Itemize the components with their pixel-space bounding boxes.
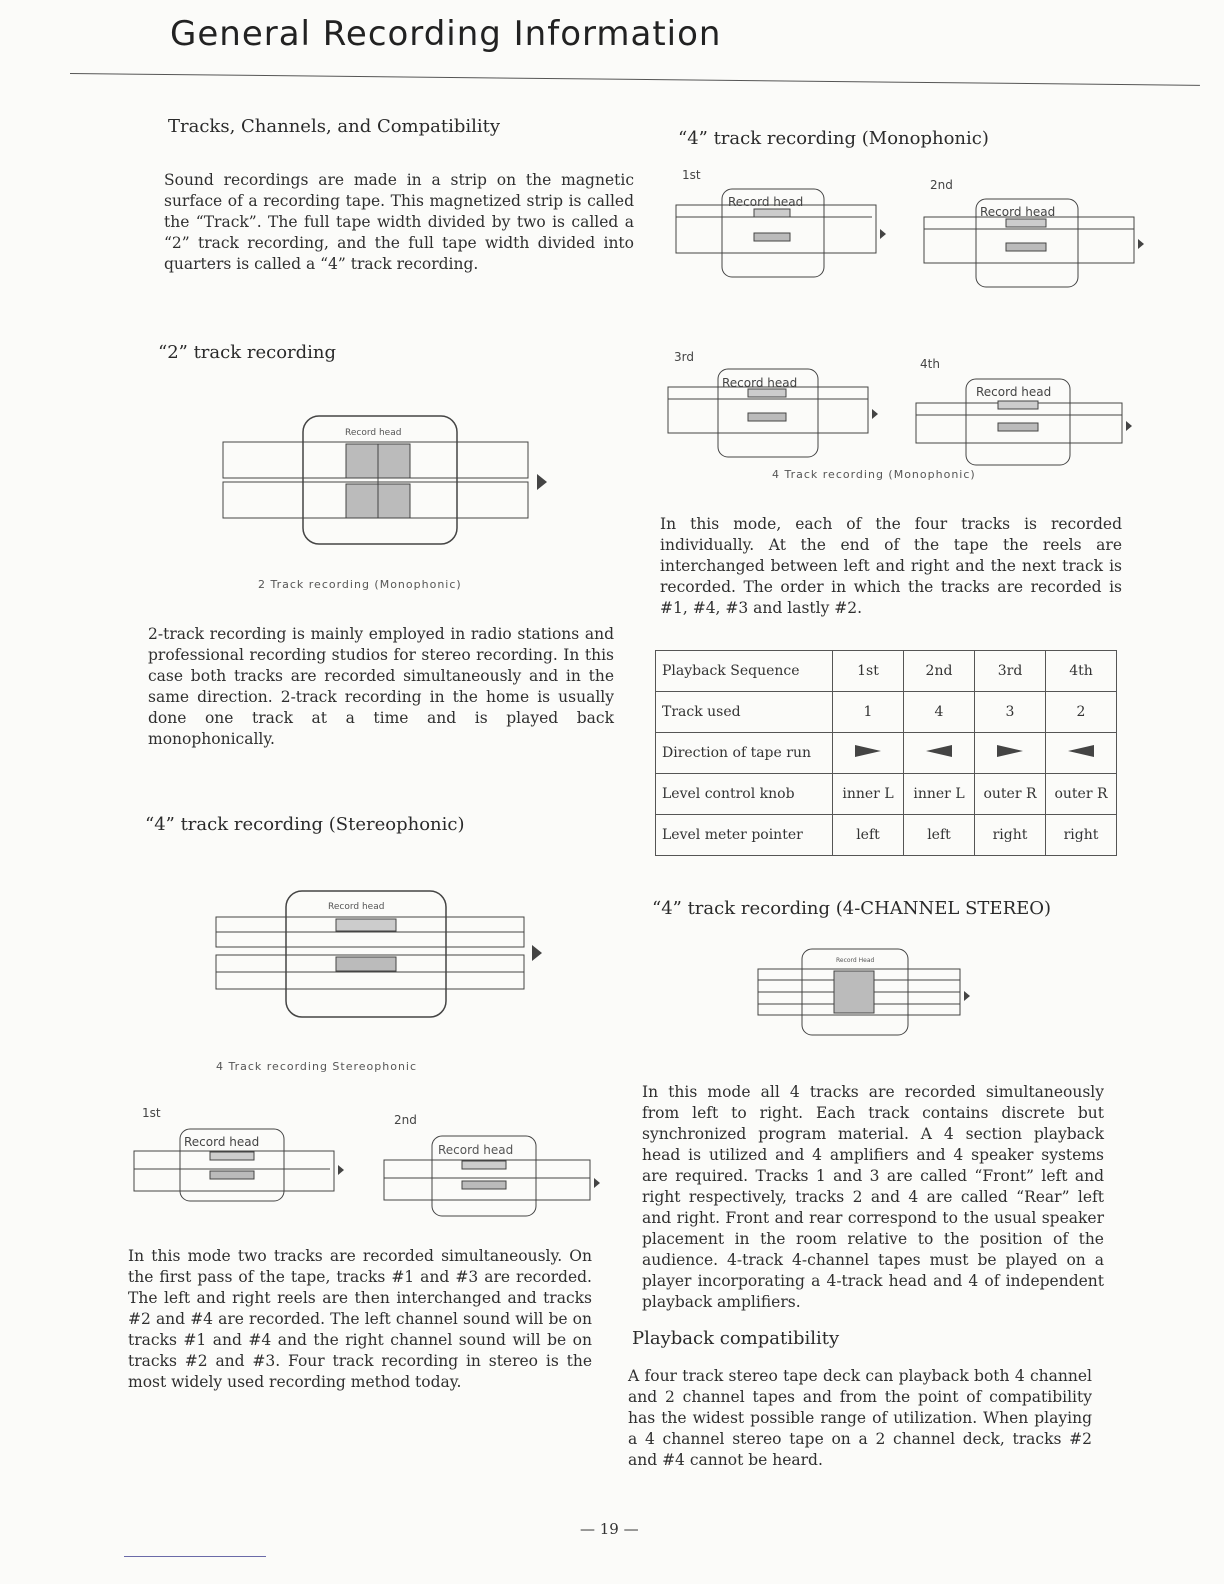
table-cell: right [1046, 815, 1117, 856]
table-cell: 1st [833, 651, 904, 692]
stereo-pass-1st: 1st [142, 1106, 161, 1120]
direction-left-arrow-icon [1046, 733, 1117, 774]
table-cell: inner L [833, 774, 904, 815]
table-cell: 2nd [904, 651, 975, 692]
mono-pass3-diagram [664, 365, 894, 460]
mono-pass2-head-label: Record head [980, 205, 1056, 219]
playback-sequence-table [655, 650, 1117, 856]
stereo-pass2-head-label: Record head [438, 1143, 514, 1157]
table-cell: outer R [975, 774, 1046, 815]
direction-left-arrow-icon [904, 733, 975, 774]
table-cell: 4 [904, 692, 975, 733]
table-row [656, 651, 1117, 692]
mono-pass1-diagram [672, 185, 902, 280]
table-row-label: Playback Sequence [656, 651, 833, 692]
section-heading-tracks: Tracks, Channels, and Compatibility [168, 116, 501, 137]
two-track-head-label: Record head [345, 428, 402, 438]
four-channel-diagram [752, 945, 982, 1040]
mono-pass2-diagram [920, 195, 1150, 290]
page-title: General Recording Information [170, 14, 722, 54]
table-row-label: Level meter pointer [656, 815, 833, 856]
section-heading-4track-stereo: “4” track recording (Stereophonic) [145, 814, 465, 835]
table-row [656, 733, 1117, 774]
direction-right-arrow-icon [975, 733, 1046, 774]
table-cell: outer R [1046, 774, 1117, 815]
four-track-stereo-paragraph: In this mode two tracks are recorded simultaneously. On the first pass of the tape, tracks #1 and #3 are recorded. The left and right reels are then interchanged and tracks #2 and #4 are recorded. The left channel sound will be on tracks #1 and #4 and the right channel sound will be on tracks #2 and #3. Four track recording in stereo is the most widely used recording method today. [128, 1247, 592, 1391]
four-track-stereo-head-label: Record head [328, 902, 385, 912]
mono-pass4-diagram [912, 375, 1142, 470]
section-heading-4channel: “4” track recording (4-CHANNEL STEREO) [652, 898, 1052, 919]
table-row [656, 774, 1117, 815]
four-track-stereo-caption: 4 Track recording Stereophonic [216, 1060, 418, 1073]
four-track-mono-paragraph: In this mode, each of the four tracks is recorded individually. At the end of the tape the reels are interchanged between left and right and the next track is recorded. The order in which the tracks are recorded is #1, #4, #3 and lastly #2. [660, 515, 1122, 617]
footer-line [124, 1556, 266, 1557]
intro-paragraph: Sound recordings are made in a strip on the magnetic surface of a recording tape. This magnetized strip is called the “Track”. The full tape width divided by two is called a “2” track recording, and the full tape width divided into quarters is called a “4” track recording. [164, 171, 634, 273]
playback-compatibility-paragraph: A four track stereo tape deck can playback both 4 channel and 2 channel tapes and from the point of compatibility has the widest possible range of utilization. When playing a 4 channel stereo tape on a 2 channel deck, tracks #2 and #4 cannot be heard. [628, 1367, 1092, 1469]
table-cell: 3rd [975, 651, 1046, 692]
section-heading-2track: “2” track recording [158, 342, 337, 363]
table-row [656, 692, 1117, 733]
table-cell: right [975, 815, 1046, 856]
mono-pass-2nd: 2nd [930, 178, 953, 192]
table-cell: 4th [1046, 651, 1117, 692]
stereo-pass2-diagram [380, 1132, 610, 1222]
two-track-paragraph: 2-track recording is mainly employed in radio stations and professional recording studios for stereo recording. In this case both tracks are recorded simultaneously and in the same direction. 2-track recording in the home is usually done one track at a time and is played back monophonically. [148, 625, 614, 748]
two-track-diagram [215, 410, 555, 550]
table-cell: 2 [1046, 692, 1117, 733]
table-cell: left [833, 815, 904, 856]
title-rule [70, 73, 1200, 86]
table-row-label: Direction of tape run [656, 733, 833, 774]
two-track-caption: 2 Track recording (Monophonic) [258, 578, 462, 591]
table-row [656, 815, 1117, 856]
table-row-label: Level control knob [656, 774, 833, 815]
direction-right-arrow-icon [833, 733, 904, 774]
page-number: — 19 — [580, 1520, 639, 1538]
mono-pass4-head-label: Record head [976, 385, 1052, 399]
section-heading-playback-compatibility: Playback compatibility [632, 1328, 840, 1349]
section-heading-4track-mono: “4” track recording (Monophonic) [678, 128, 989, 149]
four-channel-paragraph: In this mode all 4 tracks are recorded simultaneously from left to right. Each track contains discrete but synchronized program material. A 4 section playback head is utilized and 4 amplifiers and 4 speaker systems are required. Tracks 1 and 3 are called “Front” left and right respectively, tracks 2 and 4 are called “Rear” left and right. Front and rear correspond to the usual speaker placement in the room relative to the position of the audience. 4-track 4-channel tapes must be played on a player incorporating a 4-track head and 4 of independent playback amplifiers. [642, 1083, 1104, 1311]
stereo-pass-2nd: 2nd [394, 1113, 417, 1127]
stereo-pass1-diagram [130, 1125, 350, 1205]
mono-pass-3rd: 3rd [674, 350, 694, 364]
table-cell: 1 [833, 692, 904, 733]
mono-pass-4th: 4th [920, 357, 940, 371]
mono-pass1-head-label: Record head [728, 195, 804, 209]
table-cell: left [904, 815, 975, 856]
table-cell: inner L [904, 774, 975, 815]
mono-pass-1st: 1st [682, 168, 701, 182]
table-cell: 3 [975, 692, 1046, 733]
stereo-pass1-head-label: Record head [184, 1135, 260, 1149]
table-row-label: Track used [656, 692, 833, 733]
four-channel-head-label: Record Head [836, 957, 875, 964]
mono-caption: 4 Track recording (Monophonic) [772, 468, 976, 481]
four-track-stereo-diagram [210, 885, 560, 1025]
mono-pass3-head-label: Record head [722, 376, 798, 390]
